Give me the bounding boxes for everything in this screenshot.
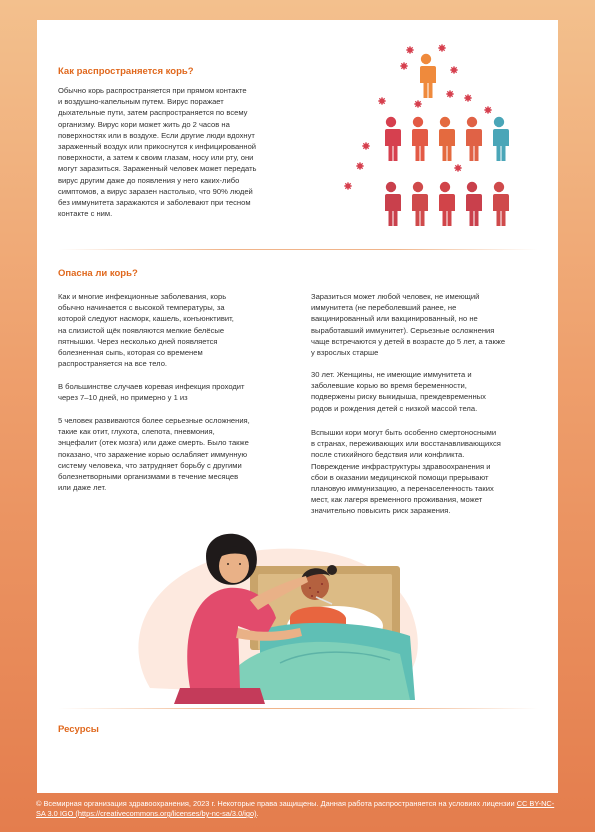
- license-text: © Всемирная организация здравоохранения, 2023 г. Некоторые права защищены. Данная работа распространяется на условиях лицензии: [36, 799, 517, 808]
- virus-icon: [400, 62, 408, 70]
- virus-icon: [406, 46, 414, 54]
- person-icon: [410, 117, 428, 161]
- section-title-spread: Как распространяется корь?: [58, 66, 194, 77]
- virus-icon: [446, 90, 454, 98]
- danger-right-paragraph-3: Вспышки кори могут быть особенно смертоносными в странах, переживающих или восстанавливающихся после стихийного бедствия или конфликта. Повреждение инфраструктуры здравоохранения и сбои в оказании медицинской помощи прерывают плановую иммунизацию, а перенаселенность таких мест, как лагеря временного проживания, может значительно повысить риск заражения.: [311, 428, 501, 516]
- section-divider: [58, 249, 538, 250]
- person-icon: [437, 182, 455, 226]
- spread-infographic: [338, 38, 518, 238]
- virus-icon: [378, 97, 386, 105]
- virus-icon: [356, 162, 364, 170]
- virus-icon: [414, 100, 422, 108]
- person-icon: [383, 117, 401, 161]
- virus-icon: [484, 106, 492, 114]
- mother-child-illustration: [110, 518, 440, 708]
- person-icon: [418, 54, 436, 98]
- section-divider: [58, 708, 538, 709]
- virus-icon: [450, 66, 458, 74]
- person-icon: [491, 182, 509, 226]
- person-icon: [464, 182, 482, 226]
- virus-icon: [438, 44, 446, 52]
- virus-icon: [464, 94, 472, 102]
- person-icon: [410, 182, 428, 226]
- section-title-resources: Ресурсы: [58, 724, 99, 735]
- virus-icon: [362, 142, 370, 150]
- license-link[interactable]: CC BY-NC-SA 3.0 IGO (https://creativecommons.org/licenses/by-nc-sa/3.0/igo): [36, 799, 555, 818]
- danger-left-paragraph-3: 5 человек развиваются более серьезные осложнения, такие как отит, глухота, слепота, пневмония, энцефалит (отек мозга) или даже смерть. Было также показано, что заражение корью ослабляет иммунную систему человека, что затрудняет борьбу с другими болезнетворными организмами в течение месяцев или даже лет.: [58, 416, 250, 493]
- section-title-danger: Опасна ли корь?: [58, 268, 138, 279]
- danger-left-paragraph-2: В большинстве случаев коревая инфекция проходит через 7–10 дней, но примерно у 1 из: [58, 382, 245, 403]
- danger-right-paragraph-2: 30 лет. Женщины, не имеющие иммунитета и заболевшие корью во время беременности, подвержены риску выкидыша, преждевременных родов и рождения детей с низкой массой тела.: [311, 370, 486, 413]
- person-icon: [464, 117, 482, 161]
- person-icon: [383, 182, 401, 226]
- license-end: .: [256, 809, 259, 818]
- person-icon: [437, 117, 455, 161]
- danger-right-paragraph-1: Заразиться может любой человек, не имеющий иммунитета (не переболевший ранее, не вакцинированный или вакцинированный, но не выработавший иммунитет). Серьезные осложнения чаще встречаются у детей в возрасте до 5 лет, а также у взрослых старше: [311, 292, 506, 358]
- virus-icon: [454, 164, 462, 172]
- virus-icon: [344, 182, 352, 190]
- danger-left-paragraph-1: Как и многие инфекционные заболевания, корь обычно начинается с высокой температуры, за которой следуют насморк, кашель, конъюнктивит, на слизистой щёк появляются мелкие белёсые пятнышки. Через несколько дней появляется болезненная сыпь, которая со временем распространяется на все тело.: [58, 292, 234, 369]
- section-text-spread: Обычно корь распространяется при прямом контакте и воздушно-капельным путем. Вирус поражает дыхательные пути, затем распространяется по всему организму. Вирус кори может жить до 2 часов на поверхностях или в воздухе. Если другие люди вдохнут зараженный воздух или прикоснутся к инфицированной поверхности, а затем к своим глазам, носу или рту, они могут заразиться. Зараженный человек может передать вирус другим даже до появления у него каких-либо симптомов, а вирус заразен настолько, что 90% людей без иммунитета заражаются и заболевают при тесном контакте с ним.: [58, 86, 257, 219]
- license-footer: [36, 799, 561, 819]
- person-icon: [491, 117, 509, 161]
